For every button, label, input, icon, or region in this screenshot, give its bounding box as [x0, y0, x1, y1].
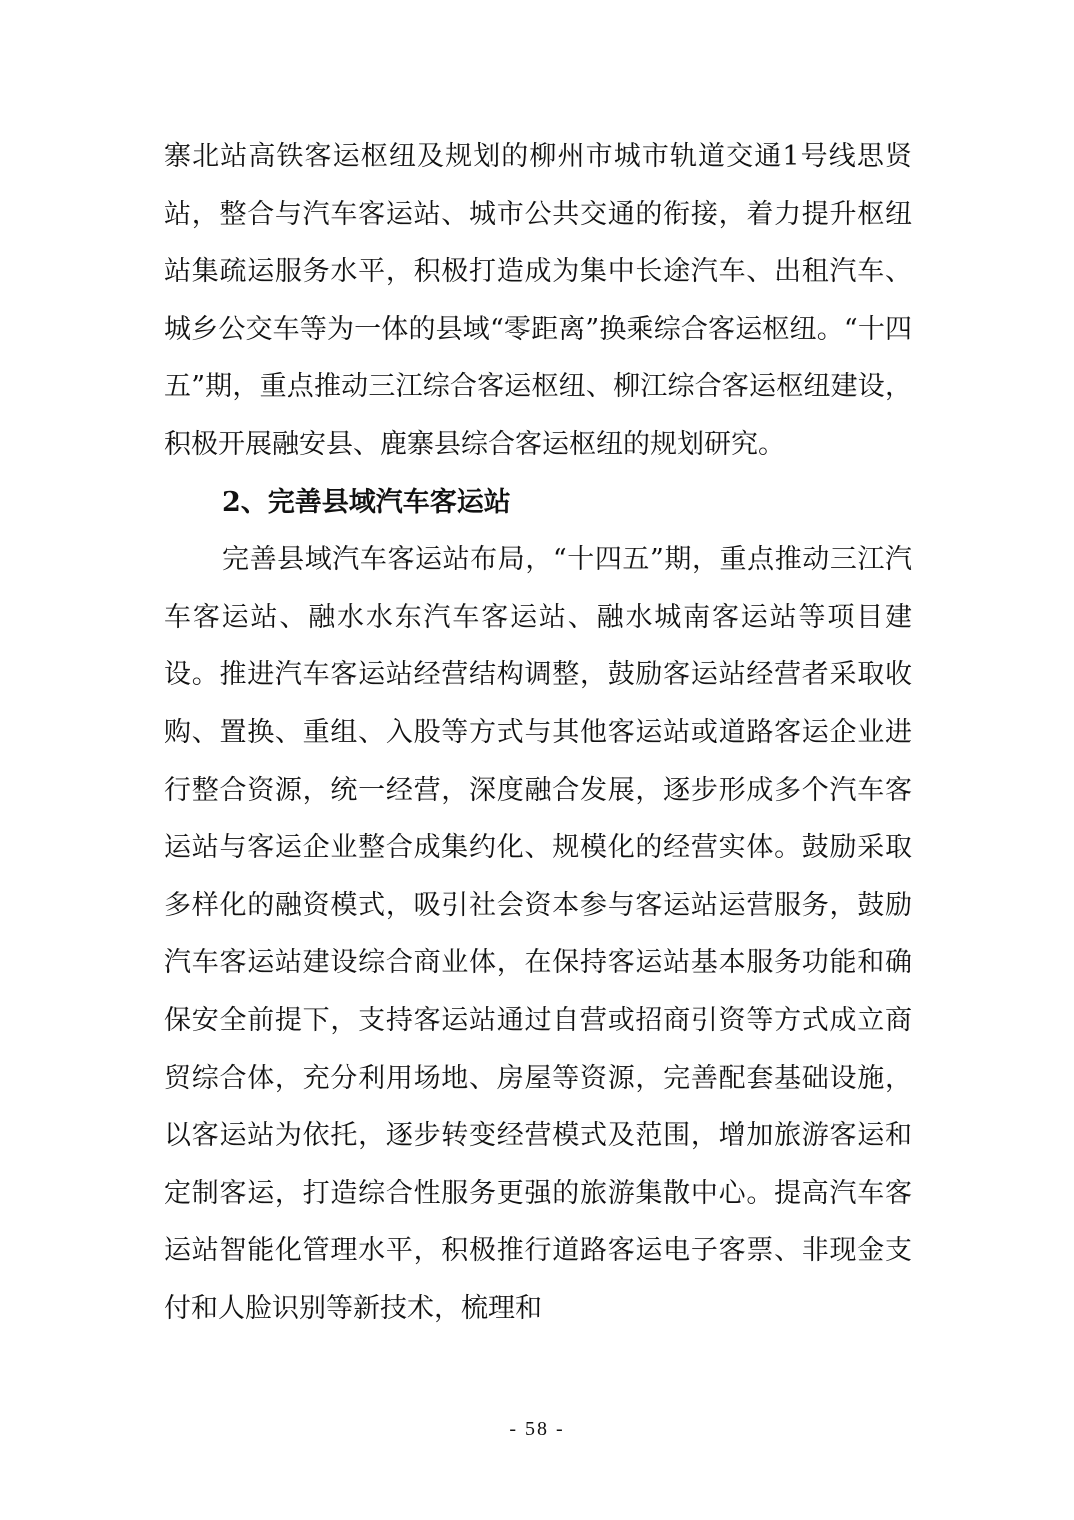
- page-number: - 58 -: [509, 1418, 565, 1440]
- section-heading: 2、完善县域汽车客运站: [222, 486, 511, 518]
- paragraph-continuation: 寨北站高铁客运枢纽及规划的柳州市城市轨道交通1号线思贤站，整合与汽车客运站、城市公共交通的衔接，着力提升枢纽站集疏运服务水平，积极打造成为集中长途汽车、出租汽车、城乡公交车等为一体的县域“零距离”换乘综合客运枢纽。“十四五”期，重点推动三江综合客运枢纽、柳江综合客运枢纽建设，积极开展融安县、鹿寨县综合客运枢纽的规划研究。: [164, 141, 912, 460]
- document-body: [164, 128, 912, 1337]
- paragraph: 完善县域汽车客运站布局，“十四五”期，重点推动三江汽车客运站、融水水东汽车客运站、融水城南客运站等项目建设。推进汽车客运站经营结构调整，鼓励客运站经营者采取收购、置换、重组、入股等方式与其他客运站或道路客运企业进行整合资源，统一经营，深度融合发展，逐步形成多个汽车客运站与客运企业整合成集约化、规模化的经营实体。鼓励采取多样化的融资模式，吸引社会资本参与客运站运营服务，鼓励汽车客运站建设综合商业体，在保持客运站基本服务功能和确保安全前提下，支持客运站通过自营或招商引资等方式成立商贸综合体，充分利用场地、房屋等资源，完善配套基础设施，以客运站为依托，逐步转变经营模式及范围，增加旅游客运和定制客运，打造综合性服务更强的旅游集散中心。提高汽车客运站智能化管理水平，积极推行道路客运电子客票、非现金支付和人脸识别等新技术，梳理和: [164, 544, 912, 1324]
